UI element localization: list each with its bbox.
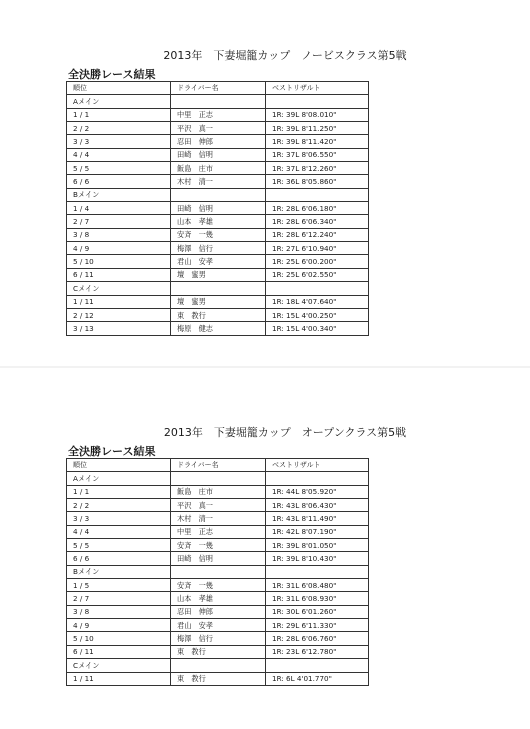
group-label: Cメイン bbox=[67, 282, 171, 295]
driver-cell: 田崎 信明 bbox=[171, 552, 266, 565]
rank-cell: 5 / 10 bbox=[67, 255, 171, 268]
best-result-cell: 1R: 28L 6'06.340" bbox=[266, 215, 369, 228]
rank-cell: 6 / 11 bbox=[67, 268, 171, 281]
driver-cell: 梅原 健志 bbox=[171, 322, 266, 335]
driver-cell: 忍田 伸郎 bbox=[171, 605, 266, 618]
table-row bbox=[67, 605, 369, 618]
best-result-cell: 1R: 44L 8'05.920" bbox=[266, 485, 369, 498]
driver-cell bbox=[171, 659, 266, 672]
rank-cell: 5 / 5 bbox=[67, 162, 171, 175]
driver-cell: 東 教行 bbox=[171, 672, 266, 685]
driver-cell: 中里 正志 bbox=[171, 108, 266, 121]
driver-cell bbox=[171, 188, 266, 201]
driver-cell: 木村 清一 bbox=[171, 512, 266, 525]
table-row bbox=[67, 672, 369, 685]
rank-cell: 1 / 5 bbox=[67, 579, 171, 592]
best-result-cell: 1R: 39L 8'01.050" bbox=[266, 539, 369, 552]
rank-cell: 3 / 8 bbox=[67, 605, 171, 618]
rank-cell: 1 / 11 bbox=[67, 295, 171, 308]
rank-cell: 3 / 3 bbox=[67, 135, 171, 148]
group-label: Aメイン bbox=[67, 472, 171, 485]
rank-cell: 3 / 13 bbox=[67, 322, 171, 335]
driver-cell: 君山 安孝 bbox=[171, 255, 266, 268]
rank-cell: 5 / 10 bbox=[67, 632, 171, 645]
driver-cell: 山本 孝雄 bbox=[171, 215, 266, 228]
results-subtitle: 全決勝レース結果 bbox=[68, 445, 156, 458]
best-result-cell bbox=[266, 565, 369, 578]
best-result-cell: 1R: 18L 4'07.640" bbox=[266, 295, 369, 308]
table-row bbox=[67, 295, 369, 308]
best-result-cell: 1R: 31L 6'08.480" bbox=[266, 579, 369, 592]
table-row bbox=[67, 202, 369, 215]
rank-cell: 6 / 6 bbox=[67, 175, 171, 188]
rank-cell: 4 / 4 bbox=[67, 525, 171, 538]
driver-cell: 山本 孝雄 bbox=[171, 592, 266, 605]
best-result-cell: 1R: 39L 8'08.010" bbox=[266, 108, 369, 121]
best-result-cell: 1R: 28L 6'06.760" bbox=[266, 632, 369, 645]
group-label: Cメイン bbox=[67, 659, 171, 672]
driver-cell: 田崎 信明 bbox=[171, 202, 266, 215]
table-row bbox=[67, 512, 369, 525]
best-result-cell bbox=[266, 659, 369, 672]
driver-cell: 安斉 一幾 bbox=[171, 539, 266, 552]
best-result-cell: 1R: 42L 8'07.190" bbox=[266, 525, 369, 538]
table-row bbox=[67, 135, 369, 148]
driver-cell: 飯島 庄市 bbox=[171, 485, 266, 498]
rank-cell: 1 / 1 bbox=[67, 485, 171, 498]
table-row bbox=[67, 619, 369, 632]
driver-cell: 安斉 一幾 bbox=[171, 228, 266, 241]
table-row bbox=[67, 162, 369, 175]
best-result-cell: 1R: 23L 6'12.780" bbox=[266, 645, 369, 658]
column-header: ドライバー名 bbox=[171, 459, 266, 472]
table-row bbox=[67, 268, 369, 281]
best-result-cell: 1R: 25L 6'02.550" bbox=[266, 268, 369, 281]
driver-cell bbox=[171, 565, 266, 578]
driver-cell: 平沢 真一 bbox=[171, 499, 266, 512]
results-table bbox=[66, 81, 369, 336]
rank-cell: 4 / 4 bbox=[67, 148, 171, 161]
best-result-cell: 1R: 31L 6'08.930" bbox=[266, 592, 369, 605]
best-result-cell: 1R: 15L 4'00.250" bbox=[266, 308, 369, 321]
group-row bbox=[67, 659, 369, 672]
group-row bbox=[67, 282, 369, 295]
driver-cell: 安斉 一幾 bbox=[171, 579, 266, 592]
best-result-cell: 1R: 37L 8'06.550" bbox=[266, 148, 369, 161]
table-row bbox=[67, 308, 369, 321]
table-header-row bbox=[67, 459, 369, 472]
rank-cell: 4 / 9 bbox=[67, 619, 171, 632]
table-row bbox=[67, 499, 369, 512]
table-row bbox=[67, 592, 369, 605]
table-row bbox=[67, 108, 369, 121]
table-row bbox=[67, 552, 369, 565]
driver-cell: 平沢 真一 bbox=[171, 122, 266, 135]
rank-cell: 2 / 7 bbox=[67, 592, 171, 605]
column-header: ベストリザルト bbox=[266, 459, 369, 472]
best-result-cell: 1R: 39L 8'11.250" bbox=[266, 122, 369, 135]
driver-cell: 東 教行 bbox=[171, 645, 266, 658]
rank-cell: 2 / 7 bbox=[67, 215, 171, 228]
best-result-cell: 1R: 15L 4'00.340" bbox=[266, 322, 369, 335]
group-row bbox=[67, 472, 369, 485]
rank-cell: 1 / 11 bbox=[67, 672, 171, 685]
driver-cell: 君山 安孝 bbox=[171, 619, 266, 632]
rank-cell: 3 / 8 bbox=[67, 228, 171, 241]
driver-cell: 壇 蜜男 bbox=[171, 268, 266, 281]
rank-cell: 1 / 1 bbox=[67, 108, 171, 121]
rank-cell: 3 / 3 bbox=[67, 512, 171, 525]
best-result-cell: 1R: 30L 6'01.260" bbox=[266, 605, 369, 618]
best-result-cell: 1R: 37L 8'12.260" bbox=[266, 162, 369, 175]
rank-cell: 4 / 9 bbox=[67, 242, 171, 255]
best-result-cell: 1R: 39L 8'10.430" bbox=[266, 552, 369, 565]
driver-cell: 木村 清一 bbox=[171, 175, 266, 188]
best-result-cell: 1R: 25L 6'00.200" bbox=[266, 255, 369, 268]
best-result-cell: 1R: 36L 8'05.860" bbox=[266, 175, 369, 188]
best-result-cell: 1R: 28L 6'06.180" bbox=[266, 202, 369, 215]
table-row bbox=[67, 255, 369, 268]
driver-cell: 田崎 信明 bbox=[171, 148, 266, 161]
rank-cell: 5 / 5 bbox=[67, 539, 171, 552]
best-result-cell: 1R: 27L 6'10.940" bbox=[266, 242, 369, 255]
group-label: Bメイン bbox=[67, 565, 171, 578]
driver-cell: 梅澤 信行 bbox=[171, 632, 266, 645]
rank-cell: 2 / 12 bbox=[67, 308, 171, 321]
driver-cell: 中里 正志 bbox=[171, 525, 266, 538]
group-row bbox=[67, 565, 369, 578]
best-result-cell bbox=[266, 95, 369, 108]
document-title: 2013年 下妻堀籠カップ ノービスクラス第5戦 bbox=[163, 49, 407, 62]
driver-cell: 忍田 伸郎 bbox=[171, 135, 266, 148]
table-row bbox=[67, 539, 369, 552]
best-result-cell bbox=[266, 188, 369, 201]
column-header: 順位 bbox=[67, 82, 171, 95]
driver-cell bbox=[171, 472, 266, 485]
rank-cell: 2 / 2 bbox=[67, 499, 171, 512]
column-header: 順位 bbox=[67, 459, 171, 472]
group-label: Aメイン bbox=[67, 95, 171, 108]
group-row bbox=[67, 188, 369, 201]
rank-cell: 6 / 11 bbox=[67, 645, 171, 658]
driver-cell bbox=[171, 95, 266, 108]
table-row bbox=[67, 175, 369, 188]
rank-cell: 1 / 4 bbox=[67, 202, 171, 215]
best-result-cell: 1R: 43L 8'06.430" bbox=[266, 499, 369, 512]
best-result-cell: 1R: 28L 6'12.240" bbox=[266, 228, 369, 241]
best-result-cell: 1R: 43L 8'11.490" bbox=[266, 512, 369, 525]
group-label: Bメイン bbox=[67, 188, 171, 201]
column-header: ドライバー名 bbox=[171, 82, 266, 95]
table-row bbox=[67, 148, 369, 161]
rank-cell: 2 / 2 bbox=[67, 122, 171, 135]
table-header-row bbox=[67, 82, 369, 95]
document-title: 2013年 下妻堀籠カップ オープンクラス第5戦 bbox=[163, 426, 407, 439]
table-row bbox=[67, 322, 369, 335]
table-row bbox=[67, 632, 369, 645]
best-result-cell: 1R: 6L 4'01.770" bbox=[266, 672, 369, 685]
best-result-cell bbox=[266, 282, 369, 295]
group-row bbox=[67, 95, 369, 108]
page-divider bbox=[0, 366, 530, 368]
table-row bbox=[67, 122, 369, 135]
driver-cell: 東 教行 bbox=[171, 308, 266, 321]
rank-cell: 6 / 6 bbox=[67, 552, 171, 565]
driver-cell: 壇 蜜男 bbox=[171, 295, 266, 308]
driver-cell: 飯島 庄市 bbox=[171, 162, 266, 175]
driver-cell bbox=[171, 282, 266, 295]
best-result-cell bbox=[266, 472, 369, 485]
table-row bbox=[67, 579, 369, 592]
driver-cell: 梅澤 信行 bbox=[171, 242, 266, 255]
table-row bbox=[67, 215, 369, 228]
results-subtitle: 全決勝レース結果 bbox=[68, 68, 156, 81]
results-table bbox=[66, 458, 369, 686]
table-row bbox=[67, 645, 369, 658]
column-header: ベストリザルト bbox=[266, 82, 369, 95]
table-row bbox=[67, 242, 369, 255]
best-result-cell: 1R: 39L 8'11.420" bbox=[266, 135, 369, 148]
table-row bbox=[67, 525, 369, 538]
table-row bbox=[67, 228, 369, 241]
table-row bbox=[67, 485, 369, 498]
best-result-cell: 1R: 29L 6'11.330" bbox=[266, 619, 369, 632]
